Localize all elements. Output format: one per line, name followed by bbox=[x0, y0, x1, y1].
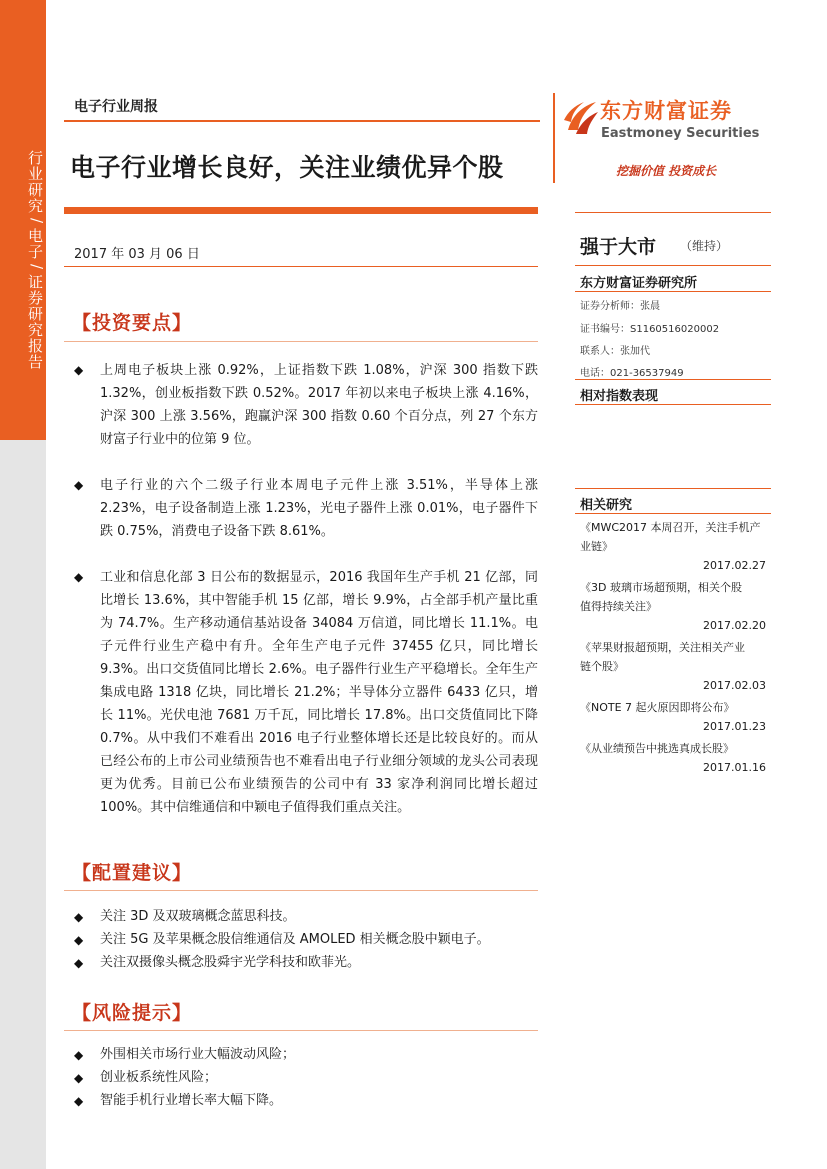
heading-rule bbox=[64, 341, 538, 342]
diamond-bullet-icon: ◆ bbox=[74, 1071, 84, 1085]
list-item bbox=[72, 1044, 538, 1066]
research-date: 2017.02.27 bbox=[703, 559, 766, 572]
panel-rule bbox=[575, 379, 771, 380]
research-title-line: 《从业绩预告中挑选真成长股》 bbox=[580, 742, 734, 755]
research-title-line: 链个股》 bbox=[580, 660, 624, 673]
header-divider bbox=[553, 93, 555, 183]
analyst: 证券分析师：张晨 bbox=[580, 301, 660, 312]
title-bar bbox=[64, 207, 538, 214]
panel-rule bbox=[575, 212, 771, 213]
brand-name-en: Eastmoney Securities bbox=[601, 126, 760, 141]
research-date: 2017.02.20 bbox=[703, 619, 766, 632]
research-item[interactable] bbox=[580, 739, 770, 777]
heading-rule bbox=[64, 1030, 538, 1031]
list-item bbox=[72, 474, 538, 543]
sidebar-label-part: 电子 bbox=[26, 228, 44, 260]
list-item-text: 智能手机行业增长率大幅下降。 bbox=[100, 1093, 283, 1108]
list-item-text: 上周电子板块上涨 0.92%，上证指数下跌 1.08%，沪深 300 指数下跌 1.32%，创业板指数下跌 0.52%。2017 年初以来电子板块上涨 4.16%，沪深 300 上涨 3.56%，跑赢沪深 300 指数 0.60 个百分点，列 27 个东方财富子行业中的位第 9 位。 bbox=[100, 363, 538, 447]
report-kind: 电子行业周报 bbox=[74, 99, 158, 115]
research-date: 2017.01.23 bbox=[703, 720, 766, 733]
relative-performance-title: 相对指数表现 bbox=[580, 389, 659, 404]
panel-rule bbox=[575, 488, 771, 489]
date-rule bbox=[64, 266, 538, 267]
list-item bbox=[72, 566, 538, 819]
research-title-line: 值得持续关注》 bbox=[580, 600, 657, 613]
list-item-text: 关注 3D 及双玻璃概念蓝思科技。 bbox=[100, 909, 296, 924]
list-item bbox=[72, 952, 538, 974]
diamond-bullet-icon: ◆ bbox=[74, 1094, 84, 1108]
list-item-text: 创业板系统性风险； bbox=[100, 1070, 218, 1085]
brand-name-cn: 东方财富证券 bbox=[600, 99, 732, 123]
diamond-bullet-icon: ◆ bbox=[74, 956, 84, 970]
contact-person: 联系人：张加代 bbox=[580, 346, 650, 357]
rating-note: （维持） bbox=[680, 239, 729, 253]
panel-rule bbox=[575, 404, 771, 405]
diamond-bullet-icon: ◆ bbox=[74, 910, 84, 924]
highlights-list bbox=[72, 359, 538, 819]
section-heading-allocation: 【配置建议】 bbox=[72, 862, 193, 884]
list-item bbox=[72, 359, 538, 451]
diamond-bullet-icon: ◆ bbox=[74, 478, 84, 492]
research-title-line: 《NOTE 7 起火原因即将公布》 bbox=[580, 701, 735, 714]
sidebar-label-sep: / bbox=[28, 264, 46, 271]
header-rule bbox=[64, 120, 540, 122]
list-item-text: 电子行业的六个二级子行业本周电子元件上涨 3.51%，半导体上涨 2.23%，电子设备制造上涨 1.23%，光电子器件上涨 0.01%，电子器件下跌 0.75%，消费电子设备下跌 8.61%。 bbox=[100, 478, 538, 539]
sidebar bbox=[0, 0, 46, 1169]
page-title: 电子行业增长良好，关注业绩优异个股 bbox=[70, 153, 504, 182]
related-research-list bbox=[580, 518, 770, 780]
list-item-text: 关注 5G 及苹果概念股信维通信及 AMOLED 相关概念股中颖电子。 bbox=[100, 932, 490, 947]
panel-rule bbox=[575, 513, 771, 514]
list-item-text: 关注双摄像头概念股舜宇光学科技和欧菲光。 bbox=[100, 955, 361, 970]
research-title-line: 《MWC2017 本周召开，关注手机产 bbox=[580, 521, 761, 534]
list-item bbox=[72, 1090, 538, 1112]
panel-rule bbox=[575, 265, 771, 266]
report-date: 2017 年 03 月 06 日 bbox=[74, 247, 200, 262]
research-date: 2017.01.16 bbox=[703, 761, 766, 774]
related-research-title: 相关研究 bbox=[580, 498, 633, 513]
brand-slogan: 挖掘价值 投资成长 bbox=[616, 164, 717, 178]
list-item-text: 工业和信息化部 3 日公布的数据显示，2016 我国年生产手机 21 亿部，同比增长 13.6%，其中智能手机 15 亿部，增长 9.9%，占全部手机产量比重为 74.7%。生产移动通信基站设备 34084 万信道，同比增长 11.1%。电子元件行业生产稳中有升。全年生产电子元件 37455 亿只，同比增长 9.3%。出口交货值同比增长 2.6%。电子器件行业生产平稳增长。全年生产集成电路 1318 亿块，同比增长 21.2%；半导体分立器件 6433 亿只，增长 11%。光伏电池 7681 万千瓦，同比增长 17.8%。出口交货值同比下降 0.7%。从中我们不难看出 2016 电子行业整体增长还是比较良好的。而从已经公布的上市公司业绩预告也不难看出电子行业细分领域的龙头公司表现更为优秀。目前已公布业绩预告的公司中有 33 家净利润同比增长超过 100%。其中信维通信和中颖电子值得我们重点关注。 bbox=[100, 570, 538, 815]
sidebar-label-sep: / bbox=[28, 217, 46, 224]
research-date: 2017.02.03 bbox=[703, 679, 766, 692]
research-title-line: 《苹果财报超预期，关注相关产业 bbox=[580, 641, 745, 654]
eastmoney-logo-icon bbox=[562, 96, 600, 136]
sidebar-label-part: 证券研究报告 bbox=[26, 274, 44, 371]
list-item bbox=[72, 906, 538, 928]
diamond-bullet-icon: ◆ bbox=[74, 1048, 84, 1062]
research-item[interactable] bbox=[580, 698, 770, 736]
cert-number: 证书编号：S1160516020002 bbox=[580, 324, 720, 335]
sidebar-category-label bbox=[0, 100, 46, 420]
research-institute: 东方财富证券研究所 bbox=[580, 276, 698, 291]
list-item bbox=[72, 929, 538, 951]
list-item bbox=[72, 1067, 538, 1089]
phone: 电话：021-36537949 bbox=[580, 368, 684, 379]
rating: 强于大市 bbox=[580, 236, 657, 258]
diamond-bullet-icon: ◆ bbox=[74, 363, 84, 377]
list-item-text: 外围相关市场行业大幅波动风险； bbox=[100, 1047, 296, 1062]
research-item[interactable] bbox=[580, 578, 770, 635]
diamond-bullet-icon: ◆ bbox=[74, 570, 84, 584]
sidebar-label-part: 行业研究 bbox=[26, 149, 44, 214]
allocation-list bbox=[72, 906, 538, 975]
heading-rule bbox=[64, 890, 538, 891]
section-heading-risks: 【风险提示】 bbox=[72, 1002, 193, 1024]
relative-performance-chart-area bbox=[575, 406, 771, 484]
research-title-line: 业链》 bbox=[580, 540, 613, 553]
panel-rule bbox=[575, 291, 771, 292]
risks-list bbox=[72, 1044, 538, 1113]
diamond-bullet-icon: ◆ bbox=[74, 933, 84, 947]
research-item[interactable] bbox=[580, 638, 770, 695]
section-heading-highlights: 【投资要点】 bbox=[72, 312, 193, 334]
research-title-line: 《3D 玻璃市场超预期，相关个股 bbox=[580, 581, 742, 594]
research-item[interactable] bbox=[580, 518, 770, 575]
